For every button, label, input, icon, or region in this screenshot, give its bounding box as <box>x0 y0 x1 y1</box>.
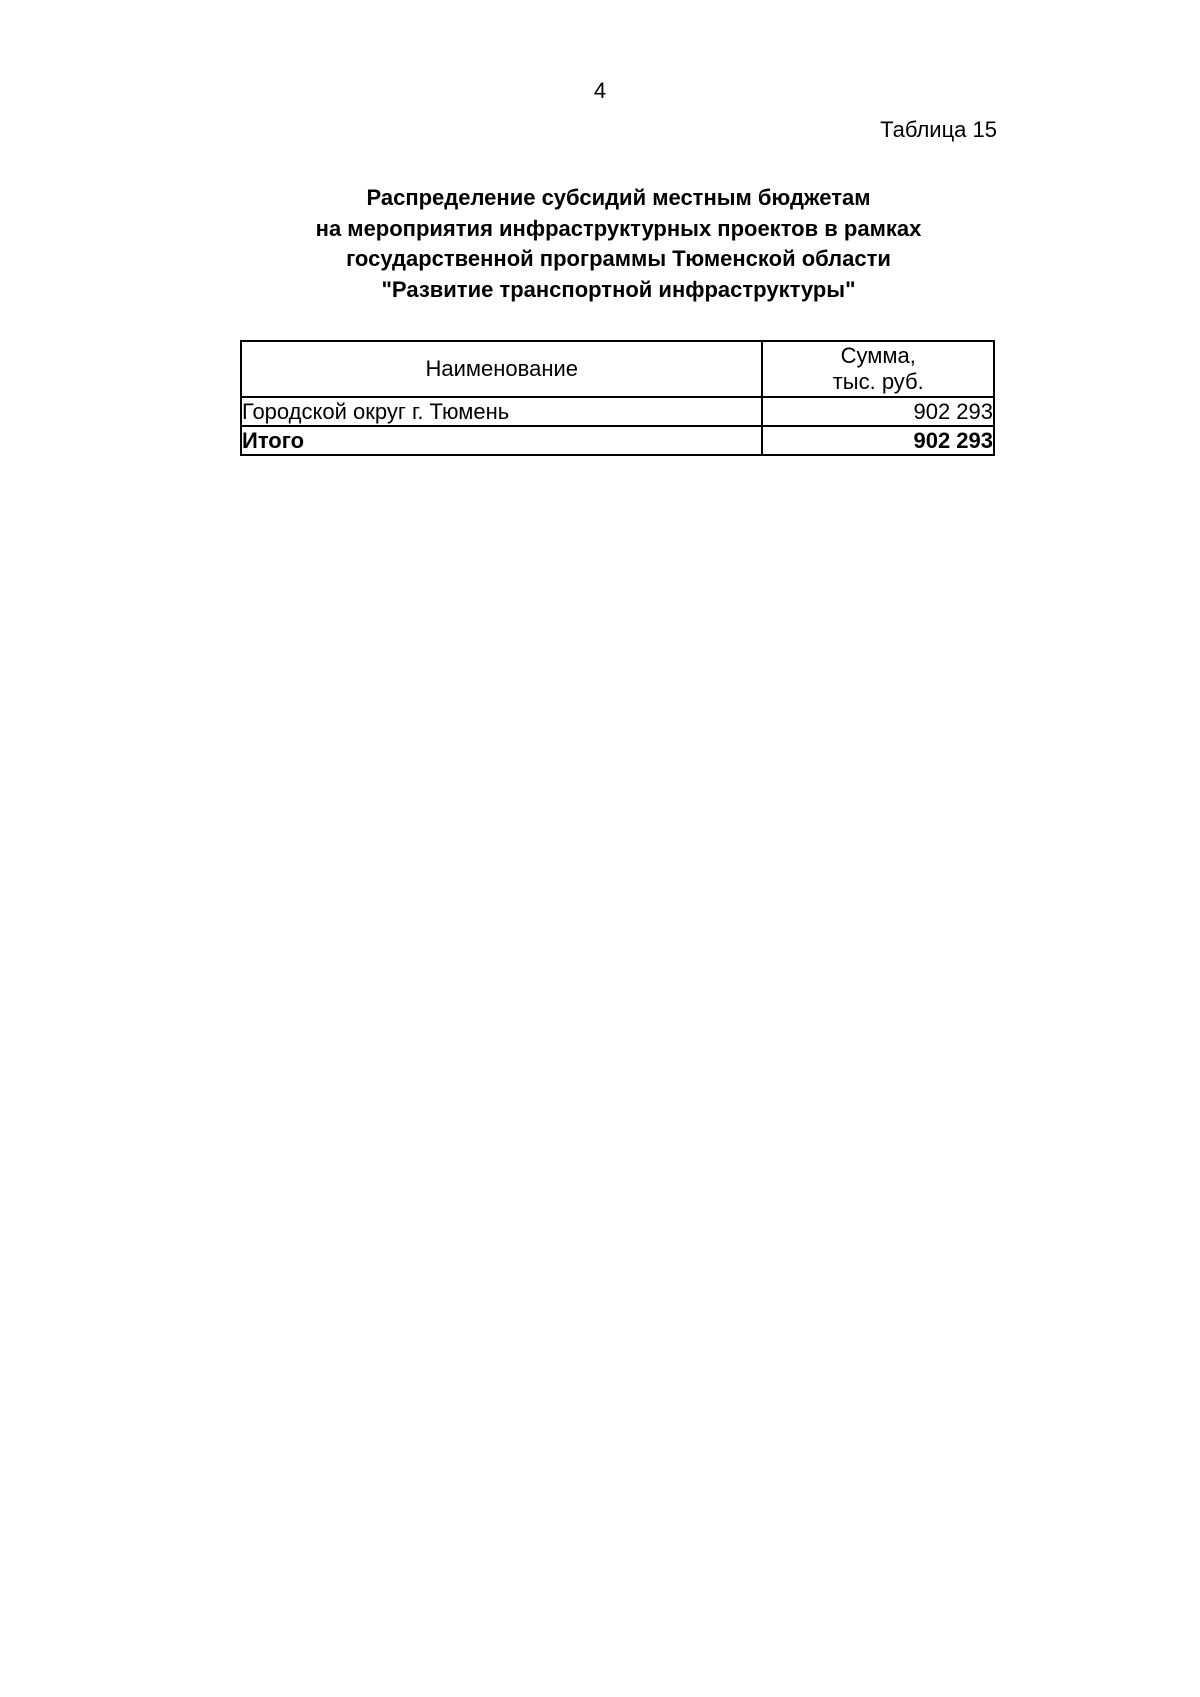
table-label: Таблица 15 <box>880 117 997 142</box>
title-line-4: "Развитие транспортной инфраструктуры" <box>381 276 856 302</box>
row-sum-cell: 902 293 <box>762 397 994 426</box>
table-header-row <box>241 341 994 397</box>
total-sum-cell: 902 293 <box>762 426 994 455</box>
header-sum-line-2: тыс. руб. <box>832 369 924 394</box>
subsidy-table <box>240 340 995 456</box>
title-line-3: государственной программы Тюменской области <box>346 246 891 271</box>
row-name-cell: Городской округ г. Тюмень <box>241 397 762 426</box>
table-row <box>241 397 994 426</box>
total-row <box>241 426 994 455</box>
title-line-1: Распределение субсидий местным бюджетам <box>366 185 871 210</box>
document-title <box>240 183 997 305</box>
page-number: 4 <box>593 78 607 103</box>
title-line-2: на мероприятия инфраструктурных проектов в рамках <box>315 215 922 241</box>
header-name: Наименование <box>241 341 762 397</box>
header-sum <box>762 341 994 397</box>
total-name-cell: Итого <box>241 426 762 455</box>
header-sum-line-1: Сумма, <box>840 343 916 368</box>
